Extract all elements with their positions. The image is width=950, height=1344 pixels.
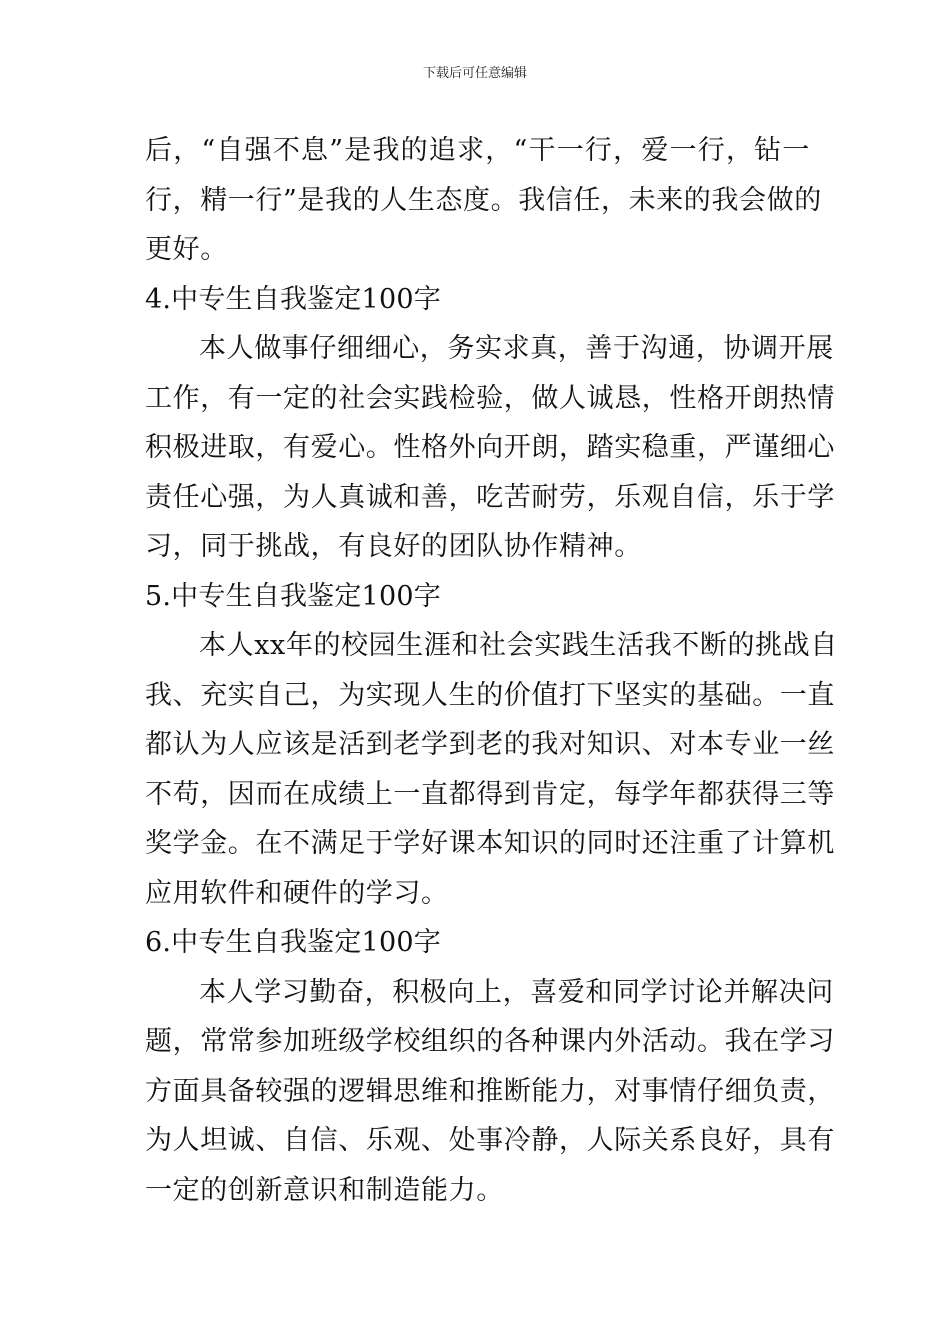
text-line: 应用软件和硬件的学习。 <box>145 877 449 909</box>
text-line: 责任心强，为人真诚和善，吃苦耐劳，乐观自信，乐于学 <box>145 481 835 513</box>
text-line: 方面具备较强的逻辑思维和推断能力，对事情仔细负责， <box>145 1075 835 1107</box>
paragraph <box>145 621 838 918</box>
text-line: 本人xx年的校园生涯和社会实践生活我不断的挑战自 <box>199 630 838 661</box>
paragraph <box>145 324 835 572</box>
text-line: 题，常常参加班级学校组织的各种课内外活动。我在学习 <box>145 1026 835 1057</box>
text-line: 都认为人应该是活到老学到老的我对知识、对本专业一丝 <box>145 729 835 760</box>
text-line: 不苟，因而在成绩上一直都得到肯定，每学年都获得三等 <box>145 778 835 810</box>
text-line: 更好。 <box>145 234 228 265</box>
document-body <box>145 126 838 1215</box>
paragraph-continuation <box>145 126 822 275</box>
text-line: 习，同于挑战，有良好的团队协作精神。 <box>145 531 642 562</box>
text-line: 为人坦诚、自信、乐观、处事冷静，人际关系良好，具有 <box>145 1125 835 1156</box>
section-heading: 5.中专生自我鉴定100字 <box>145 580 441 612</box>
section-heading: 4.中专生自我鉴定100字 <box>145 283 441 315</box>
text-line: 工作，有一定的社会实践检验，做人诚恳，性格开朗热情 <box>145 382 835 414</box>
text-line: 我、充实自己，为实现人生的价值打下坚实的基础。一直 <box>145 679 835 711</box>
page-header-note: 下载后可任意编辑 <box>422 66 527 81</box>
text-line: 奖学金。在不满足于学好课本知识的同时还注重了计算机 <box>145 828 835 859</box>
text-line: 本人做事仔细细心，务实求真，善于沟通，协调开展 <box>199 333 834 364</box>
text-line: 积极进取，有爱心。性格外向开朗，踏实稳重，严谨细心 <box>145 432 835 463</box>
text-line: 一定的创新意识和制造能力。 <box>145 1174 504 1206</box>
text-line: 行，精一行”是我的人生态度。我信任，未来的我会做的 <box>145 184 822 216</box>
text-line: 本人学习勤奋，积极向上，喜爱和同学讨论并解决问 <box>199 976 834 1008</box>
paragraph <box>145 968 835 1216</box>
text-line: 后，“自强不息”是我的追求，“干一行，爱一行，钻一 <box>145 135 810 166</box>
section-heading: 6.中专生自我鉴定100字 <box>145 927 441 958</box>
